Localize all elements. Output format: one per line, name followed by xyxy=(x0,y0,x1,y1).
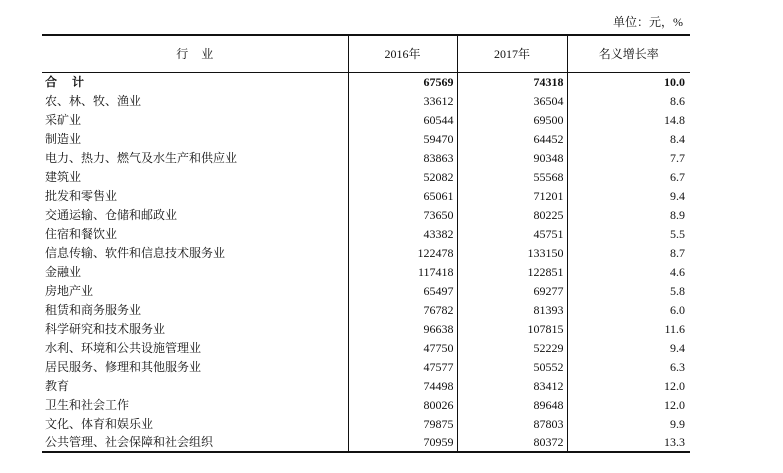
value-2016-cell: 60544 xyxy=(348,110,457,129)
value-2016-cell: 73650 xyxy=(348,205,457,224)
unit-label: 单位：元，% xyxy=(613,15,683,29)
header-2017: 2017年 xyxy=(457,35,567,72)
growth-cell: 6.3 xyxy=(567,357,690,376)
table-row xyxy=(42,300,690,319)
industry-cell: 批发和零售业 xyxy=(45,188,118,203)
value-2017-cell: 80225 xyxy=(457,205,567,224)
table-row xyxy=(42,91,690,110)
industry-cell: 居民服务、修理和其他服务业 xyxy=(45,359,202,374)
industry-cell: 建筑业 xyxy=(45,169,82,184)
value-2016-cell: 52082 xyxy=(348,167,457,186)
total-row xyxy=(42,72,690,91)
value-2017-cell: 90348 xyxy=(457,148,567,167)
table-row xyxy=(42,376,690,395)
industry-cell: 文化、体育和娱乐业 xyxy=(45,416,154,431)
value-2017-cell: 64452 xyxy=(457,129,567,148)
growth-cell: 6.0 xyxy=(567,300,690,319)
value-2017-cell: 69500 xyxy=(457,110,567,129)
value-2016-cell: 43382 xyxy=(348,224,457,243)
value-2016-cell: 80026 xyxy=(348,395,457,414)
growth-cell: 9.9 xyxy=(567,414,690,433)
value-2017-cell: 107815 xyxy=(457,319,567,338)
industry-cell: 采矿业 xyxy=(45,112,82,127)
industry-cell: 卫生和社会工作 xyxy=(45,397,130,412)
value-2016-cell: 117418 xyxy=(348,262,457,281)
value-2017-cell: 45751 xyxy=(457,224,567,243)
table-row xyxy=(42,186,690,205)
growth-cell: 10.0 xyxy=(567,72,690,91)
value-2017-cell: 52229 xyxy=(457,338,567,357)
table-row xyxy=(42,243,690,262)
growth-cell: 9.4 xyxy=(567,338,690,357)
value-2016-cell: 67569 xyxy=(348,72,457,91)
header-row xyxy=(42,35,690,72)
value-2017-cell: 69277 xyxy=(457,281,567,300)
header-2016: 2016年 xyxy=(348,35,457,72)
value-2017-cell: 83412 xyxy=(457,376,567,395)
industry-cell: 教育 xyxy=(45,378,70,393)
industry-cell: 房地产业 xyxy=(45,283,94,298)
growth-cell: 6.7 xyxy=(567,167,690,186)
value-2017-cell: 81393 xyxy=(457,300,567,319)
growth-cell: 5.5 xyxy=(567,224,690,243)
value-2017-cell: 133150 xyxy=(457,243,567,262)
industry-cell: 金融业 xyxy=(45,264,82,279)
value-2016-cell: 33612 xyxy=(348,91,457,110)
table-row xyxy=(42,433,690,452)
value-2016-cell: 122478 xyxy=(348,243,457,262)
table-row xyxy=(42,338,690,357)
value-2017-cell: 87803 xyxy=(457,414,567,433)
industry-cell: 租赁和商务服务业 xyxy=(45,302,142,317)
value-2017-cell: 71201 xyxy=(457,186,567,205)
value-2017-cell: 55568 xyxy=(457,167,567,186)
value-2017-cell: 80372 xyxy=(457,433,567,452)
industry-cell: 电力、热力、燃气及水生产和供应业 xyxy=(45,150,238,165)
table-row xyxy=(42,224,690,243)
table-row xyxy=(42,205,690,224)
growth-cell: 8.9 xyxy=(567,205,690,224)
table-row xyxy=(42,129,690,148)
value-2016-cell: 59470 xyxy=(348,129,457,148)
value-2016-cell: 96638 xyxy=(348,319,457,338)
value-2016-cell: 76782 xyxy=(348,300,457,319)
table-row xyxy=(42,262,690,281)
industry-cell: 住宿和餐饮业 xyxy=(45,226,118,241)
wage-table xyxy=(42,34,690,453)
value-2017-cell: 74318 xyxy=(457,72,567,91)
growth-cell: 5.8 xyxy=(567,281,690,300)
header-industry: 行 业 xyxy=(42,35,348,72)
table-row xyxy=(42,414,690,433)
growth-cell: 12.0 xyxy=(567,376,690,395)
value-2017-cell: 36504 xyxy=(457,91,567,110)
table-row xyxy=(42,395,690,414)
table-body xyxy=(42,72,690,452)
growth-cell: 8.7 xyxy=(567,243,690,262)
industry-cell: 合 计 xyxy=(45,74,85,89)
value-2017-cell: 89648 xyxy=(457,395,567,414)
table-row xyxy=(42,148,690,167)
growth-cell: 11.6 xyxy=(567,319,690,338)
table-row xyxy=(42,319,690,338)
industry-cell: 交通运输、仓储和邮政业 xyxy=(45,207,178,222)
value-2016-cell: 74498 xyxy=(348,376,457,395)
value-2017-cell: 122851 xyxy=(457,262,567,281)
industry-cell: 公共管理、社会保障和社会组织 xyxy=(42,433,348,452)
value-2016-cell: 65061 xyxy=(348,186,457,205)
value-2016-cell: 83863 xyxy=(348,148,457,167)
growth-cell: 8.6 xyxy=(567,91,690,110)
growth-cell: 8.4 xyxy=(567,129,690,148)
table-row xyxy=(42,110,690,129)
growth-cell: 13.3 xyxy=(567,433,690,452)
value-2017-cell: 50552 xyxy=(457,357,567,376)
growth-cell: 7.7 xyxy=(567,148,690,167)
header-growth: 名义增长率 xyxy=(567,35,690,72)
table-row xyxy=(42,281,690,300)
value-2016-cell: 70959 xyxy=(348,433,457,452)
table-row xyxy=(42,357,690,376)
value-2016-cell: 47750 xyxy=(348,338,457,357)
industry-cell: 信息传输、软件和信息技术服务业 xyxy=(45,245,226,260)
table-header xyxy=(42,35,690,72)
value-2016-cell: 47577 xyxy=(348,357,457,376)
growth-cell: 4.6 xyxy=(567,262,690,281)
growth-cell: 12.0 xyxy=(567,395,690,414)
industry-cell: 制造业 xyxy=(45,131,82,146)
industry-cell: 科学研究和技术服务业 xyxy=(45,321,166,336)
value-2016-cell: 79875 xyxy=(348,414,457,433)
growth-cell: 9.4 xyxy=(567,186,690,205)
value-2016-cell: 65497 xyxy=(348,281,457,300)
table-row xyxy=(42,167,690,186)
industry-cell: 水利、环境和公共设施管理业 xyxy=(45,340,202,355)
growth-cell: 14.8 xyxy=(567,110,690,129)
industry-cell: 农、林、牧、渔业 xyxy=(45,93,142,108)
